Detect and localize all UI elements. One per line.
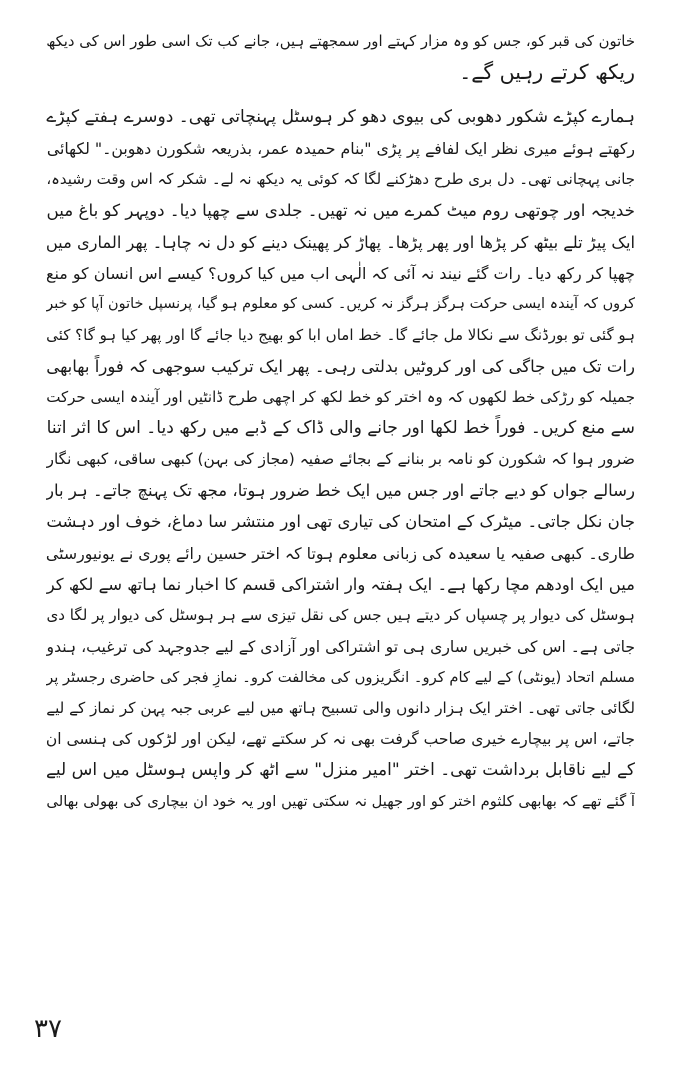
paragraph-gap <box>46 88 635 102</box>
text-line: چھپا کر رکھ دیا۔ رات گئے نیند نہ آئی کہ الٰہی اب میں کیا کروں؟ کیسے اس انسان کو منع <box>46 263 635 283</box>
text-line: آ گئے تھے کہ بھابھی کلثوم اختر کو اور جھیل نہ سکتی تھیں اور یہ خود ان بیچاری کی بھولی بھالی <box>46 793 635 811</box>
text-line: ریکھ کرتے رہیں گے۔ <box>459 60 635 85</box>
text-line: ہوسٹل کی دیوار پر چسپاں کر دیتے ہیں جس کی نقل تیزی سے ہر ہوسٹل کی دیوار پر لگا دی <box>46 605 635 624</box>
text-line: جان نکل جاتی۔ میٹرک کے امتحان کی تیاری تھی اور منتشر سا دماغ، خوف اور دہشت <box>46 512 635 532</box>
text-line: خدیجہ اور چوتھی روم میٹ کمرے میں نہ تھیں۔ جلدی سے چھپا دیا۔ دوپہر کو باغ میں <box>46 200 635 221</box>
text-line: ایک پیڑ تلے بیٹھ کر پڑھا اور پھر پڑھا۔ پھاڑ کر پھینک دینے کو دل نہ چاہا۔ پھر الماری میں <box>46 232 635 252</box>
text-line: سے منع کریں۔ فوراً خط لکھا اور جانے والی ڈاک کے ڈبے میں رکھ دیا۔ اس کا اثر اتنا <box>46 418 635 439</box>
text-line: جانی پہچانی تھی۔ دل بری طرح دھڑکنے لگا کہ کوئی یہ دیکھ نہ لے۔ شکر کہ اس وقت رشیدہ، <box>46 170 635 189</box>
text-line: کے لیے ناقابل برداشت تھی۔ اختر "امیر منزل" سے اٹھ کر واپس ہوسٹل میں اس لیے <box>46 760 635 781</box>
text-line: طاری۔ کبھی صفیہ یا سعیدہ کی زبانی معلوم ہوتا کہ اختر حسین رائے پوری نے یونیورسٹی <box>46 543 635 563</box>
page-body-text <box>46 26 635 817</box>
text-line: جاتے، اس پر بیچارے خیری صاحب گرفت بھی نہ کر سکتے تھے، لیکن اور لڑکوں کی ہنسی ان <box>46 730 635 749</box>
text-line: رکھتے ہوئے میری نظر ایک لفافے پر پڑی "بنام حمیدہ عمر، بذریعہ شکورن دھوبن۔" لکھائی <box>46 139 635 159</box>
text-line: خاتون کی قبر کو، جس کو وہ مزار کہتے اور سمجھتے ہیں، جانے کب تک اسی طور اس کی دیکھ <box>46 33 635 50</box>
text-line: ہمارے کپڑے شکور دھوبی کی بیوی دھو کر ہوسٹل پہنچاتی تھی۔ دوسرے ہفتے کپڑے <box>46 107 635 128</box>
page-number: ۳۷ <box>34 1014 62 1044</box>
text-line: ضرور ہوا کہ شکورن کو نامہ بر بنانے کے بجائے صفیہ (مجاز کی بہن) کبھی ساقی، کبھی نگار <box>46 450 635 469</box>
text-line: میں ایک اودھم مچا رکھا ہے۔ ایک ہفتہ وار اشتراکی قسم کا اخبار نما ہاتھ سے لکھ کر <box>46 574 635 594</box>
text-line: رسالے جواں کو دیے جاتے اور جس میں ایک خط ضرور ہوتا، مجھ تک پہنچ جاتے۔ ہر بار <box>46 481 635 501</box>
text-line: ہو گئی تو بورڈنگ سے نکالا مل جائے گا۔ خط اماں ابا کو بھیج دیا جائے گا اور پھر کیا ہو گا؟ کئی <box>46 325 635 344</box>
text-line: رات تک میں جاگی کی اور کروٹیں بدلتی رہی۔ پھر ایک ترکیب سوجھی کہ فوراً بھابھی <box>46 356 635 376</box>
text-line: کروں کہ آیندہ ایسی حرکت ہرگز ہرگز نہ کریں۔ کسی کو معلوم ہو گیا، پرنسپل خاتون آپا کو خبر <box>46 295 635 312</box>
text-line: جاتی ہے۔ اس کی خبریں ساری ہی تو اشتراکی اور آزادی کے لیے جدوجہد کی ترغیب، ہندو <box>46 636 635 656</box>
text-line: لگائی جاتی تھی۔ اختر ایک ہزار دانوں والی تسبیح ہاتھ میں لیے عربی جبہ پہن کر نماز کے لیے <box>46 698 635 717</box>
text-line: جمیلہ کو رڑکی خط لکھوں کہ وہ اختر کو خط لکھ کر اچھی طرح ڈانٹیں اور آیندہ ایسی حرکت <box>46 388 635 407</box>
text-line: مسلم اتحاد (یونٹی) کے لیے کام کرو۔ انگریزوں کی مخالفت کرو۔ نمازِ فجر کی حاضری رجسٹر پر <box>46 668 635 686</box>
